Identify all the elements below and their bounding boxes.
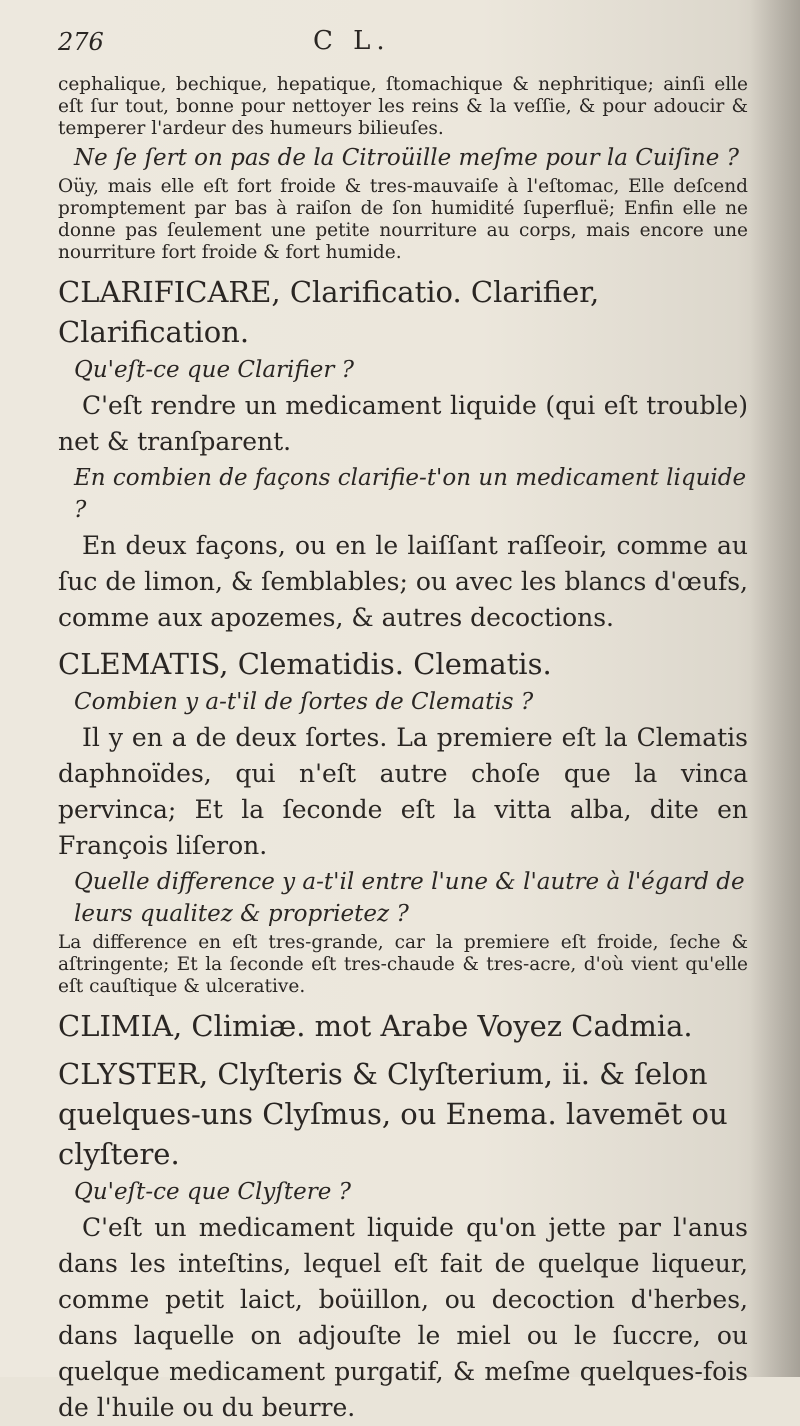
paragraph: Oüy, mais elle eſt fort froide & tres-mauvaiſe à l'eſtomac, Elle deſcend promptement par bas à raiſon de ſon humidité ſuperfluë; Enfin elle ne donne pas ſeulement une petite nourriture au corps, mais encore une nourriture fort froide & fort humide. xyxy=(58,176,748,263)
running-head: C L. xyxy=(313,26,391,56)
paragraph: En deux façons, ou en le laiſſant raſſeoir, comme au ſuc de limon, & ſemblables; ou avec les blancs d'œufs, comme aux apozemes, & autres decoctions. xyxy=(58,531,748,632)
page-edge-shadow xyxy=(750,0,800,1377)
paragraph: La difference en eſt tres-grande, car la premiere eſt froide, ſeche & aſtringente; Et la ſeconde eſt tres-chaude & tres-acre, d'où vient qu'elle eſt cauſtique & ulcerative. xyxy=(58,932,748,997)
page-header xyxy=(58,22,758,62)
paragraph: C'eſt rendre un medicament liquide (qui eſt trouble) net & tranſparent. xyxy=(58,391,748,456)
question: Ne ſe ſert on pas de la Citroüille meſme pour la Cuiſine ? xyxy=(74,145,739,171)
question: Qu'eſt-ce que Clarifier ? xyxy=(74,357,354,383)
question: Qu'eſt-ce que Clyſtere ? xyxy=(74,1179,351,1205)
entry-heading: CLYSTER, Clyſteris & Clyſterium, ii. & ſelon quelques-uns Clyſmus, ou Enema. lavemēt ou clyſtere. xyxy=(58,1057,728,1171)
question: Combien y a-t'il de ſortes de Clematis ? xyxy=(74,689,534,715)
paragraph: Il y en a de deux ſortes. La premiere eſt la Clematis daphnoïdes, qui n'eſt autre choſe que la vinca pervinca; Et la ſeconde eſt la vitta alba, dite en François liſeron. xyxy=(58,723,748,860)
page-text xyxy=(58,74,748,1426)
entry-heading: CLIMIA, Climiæ. mot Arabe Voyez Cadmia. xyxy=(58,1009,693,1043)
paragraph: cephalique, bechique, hepatique, ſtomachique & nephritique; ainſi elle eſt ſur tout, bonne pour nettoyer les reins & la veſſie, & pour adoucir & temperer l'ardeur des humeurs bilieuſes. xyxy=(58,74,748,139)
question: En combien de façons clarifie-t'on un medicament liquide ? xyxy=(74,465,747,523)
entry-heading: CLEMATIS, Clematidis. Clematis. xyxy=(58,647,552,681)
paragraph: C'eſt un medicament liquide qu'on jette par l'anus dans les inteſtins, lequel eſt fait de quelque liqueur, comme petit laict, boüillon, ou decoction d'herbes, dans laquelle on adjouſte le miel ou le ſuccre, ou quelque medicament purgatif, & meſme quelques-fois de l'huile ou du beurre. xyxy=(58,1213,748,1422)
page-number: 276 xyxy=(58,28,104,56)
question: Quelle difference y a-t'il entre l'une & l'autre à l'égard de leurs qualitez & proprietez ? xyxy=(74,869,745,927)
entry-heading: CLARIFICARE, Clarificatio. Clarifier, Clarification. xyxy=(58,275,600,349)
